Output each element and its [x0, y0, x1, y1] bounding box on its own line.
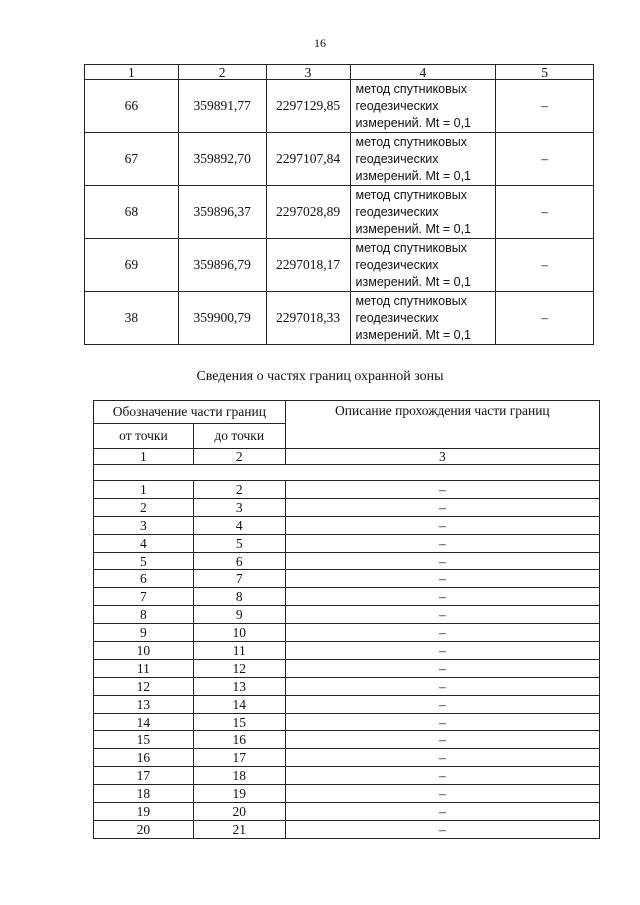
- from-point: 10: [94, 642, 194, 660]
- to-point: 18: [193, 767, 285, 785]
- to-point: 21: [193, 820, 285, 838]
- description-header: Описание прохождения части границ: [285, 401, 599, 449]
- method-line: метод спутниковых: [355, 187, 467, 202]
- from-point: 16: [94, 749, 194, 767]
- from-point: 14: [94, 713, 194, 731]
- to-point: 20: [193, 803, 285, 821]
- table-row: [94, 731, 600, 749]
- table-row: [94, 695, 600, 713]
- point-number: 69: [85, 239, 179, 292]
- method-line: измерений. Mt = 0,1: [355, 221, 472, 236]
- part-description: –: [285, 588, 599, 606]
- from-point: 12: [94, 677, 194, 695]
- to-point: 8: [193, 588, 285, 606]
- part-description: –: [285, 677, 599, 695]
- column-number-1: 1: [85, 65, 179, 80]
- to-point: 19: [193, 785, 285, 803]
- from-point: 9: [94, 624, 194, 642]
- point-number: 67: [85, 133, 179, 186]
- table-row: [94, 588, 600, 606]
- designation-header: Обозначение части границ: [94, 401, 286, 424]
- table-row: [85, 239, 594, 292]
- table-row: [85, 186, 594, 239]
- method-description: [350, 292, 496, 345]
- column-number-3: 3: [285, 449, 599, 465]
- from-point: 4: [94, 534, 194, 552]
- method-line: геодезических: [355, 310, 439, 325]
- method-line: измерений. Mt = 0,1: [355, 274, 472, 289]
- method-line: геодезических: [355, 151, 439, 166]
- empty-cell: [94, 465, 600, 481]
- point-number: 38: [85, 292, 179, 345]
- method-line: измерений. Mt = 0,1: [355, 168, 472, 183]
- from-point: 3: [94, 516, 194, 534]
- column-number-2: 2: [193, 449, 285, 465]
- from-point: 17: [94, 767, 194, 785]
- table-row: [94, 570, 600, 588]
- column-number-5: 5: [496, 65, 594, 80]
- table-row: [94, 713, 600, 731]
- method-description: [350, 133, 496, 186]
- empty-row: [94, 465, 600, 481]
- method-description: [350, 186, 496, 239]
- table-row: [94, 767, 600, 785]
- column-number-4: 4: [350, 65, 496, 80]
- to-point: 17: [193, 749, 285, 767]
- from-point: 8: [94, 606, 194, 624]
- method-description: [350, 80, 496, 133]
- part-description: –: [285, 803, 599, 821]
- method-line: геодезических: [355, 257, 439, 272]
- to-point: 5: [193, 534, 285, 552]
- from-point: 7: [94, 588, 194, 606]
- part-description: –: [285, 552, 599, 570]
- part-description: –: [285, 534, 599, 552]
- coordinates-table: [84, 64, 594, 345]
- part-description: –: [285, 749, 599, 767]
- part-description: –: [285, 785, 599, 803]
- to-point: 11: [193, 642, 285, 660]
- note-cell: –: [496, 186, 594, 239]
- from-point: 13: [94, 695, 194, 713]
- to-point: 9: [193, 606, 285, 624]
- table-row: [94, 820, 600, 838]
- part-description: –: [285, 516, 599, 534]
- table-row: [85, 80, 594, 133]
- coordinate-y: 2297018,33: [266, 292, 350, 345]
- parts-header-row: [94, 401, 600, 424]
- table-row: [94, 803, 600, 821]
- method-description: [350, 239, 496, 292]
- to-point: 3: [193, 498, 285, 516]
- column-number-1: 1: [94, 449, 194, 465]
- to-point: 4: [193, 516, 285, 534]
- to-point: 12: [193, 659, 285, 677]
- column-number-3: 3: [266, 65, 350, 80]
- from-point: 2: [94, 498, 194, 516]
- part-description: –: [285, 659, 599, 677]
- method-line: геодезических: [355, 98, 439, 113]
- from-point: 5: [94, 552, 194, 570]
- coordinate-x: 359896,37: [178, 186, 266, 239]
- method-line: метод спутниковых: [355, 134, 467, 149]
- from-point: 1: [94, 481, 194, 499]
- coordinate-x: 359891,77: [178, 80, 266, 133]
- to-point: 7: [193, 570, 285, 588]
- table-row: [94, 749, 600, 767]
- note-cell: –: [496, 80, 594, 133]
- table-row: [94, 606, 600, 624]
- coordinate-y: 2297107,84: [266, 133, 350, 186]
- table-row: [94, 534, 600, 552]
- table-row: [94, 498, 600, 516]
- method-line: метод спутниковых: [355, 81, 467, 96]
- from-point: 11: [94, 659, 194, 677]
- note-cell: –: [496, 133, 594, 186]
- table-row: [94, 516, 600, 534]
- part-description: –: [285, 731, 599, 749]
- to-point: 13: [193, 677, 285, 695]
- coordinate-y: 2297028,89: [266, 186, 350, 239]
- part-description: –: [285, 767, 599, 785]
- method-line: измерений. Mt = 0,1: [355, 327, 472, 342]
- point-number: 66: [85, 80, 179, 133]
- coordinate-x: 359892,70: [178, 133, 266, 186]
- to-point: 15: [193, 713, 285, 731]
- part-description: –: [285, 606, 599, 624]
- part-description: –: [285, 624, 599, 642]
- table-row: [94, 785, 600, 803]
- method-line: геодезических: [355, 204, 439, 219]
- to-point: 2: [193, 481, 285, 499]
- table-row: [94, 552, 600, 570]
- from-point: 20: [94, 820, 194, 838]
- parts-column-numbers-row: [94, 449, 600, 465]
- to-point: 16: [193, 731, 285, 749]
- to-point: 10: [193, 624, 285, 642]
- column-number-2: 2: [178, 65, 266, 80]
- from-point: 6: [94, 570, 194, 588]
- note-cell: –: [496, 239, 594, 292]
- from-point: 15: [94, 731, 194, 749]
- part-description: –: [285, 642, 599, 660]
- page-number: 16: [314, 36, 326, 50]
- boundary-parts-table: [93, 400, 600, 839]
- table-row: [94, 624, 600, 642]
- to-point-header: до точки: [193, 424, 285, 449]
- section-title: Сведения о частях границ охранной зоны: [196, 369, 444, 384]
- from-point: 18: [94, 785, 194, 803]
- method-line: метод спутниковых: [355, 240, 467, 255]
- part-description: –: [285, 695, 599, 713]
- part-description: –: [285, 498, 599, 516]
- table-row: [94, 659, 600, 677]
- method-line: метод спутниковых: [355, 293, 467, 308]
- coordinates-header-row: [85, 65, 594, 80]
- from-point: 19: [94, 803, 194, 821]
- part-description: –: [285, 713, 599, 731]
- to-point: 6: [193, 552, 285, 570]
- table-row: [85, 133, 594, 186]
- table-row: [94, 481, 600, 499]
- table-row: [94, 677, 600, 695]
- table-row: [85, 292, 594, 345]
- part-description: –: [285, 820, 599, 838]
- table-row: [94, 642, 600, 660]
- to-point: 14: [193, 695, 285, 713]
- method-line: измерений. Mt = 0,1: [355, 115, 472, 130]
- note-cell: –: [496, 292, 594, 345]
- coordinate-y: 2297018,17: [266, 239, 350, 292]
- coordinate-x: 359896,79: [178, 239, 266, 292]
- from-point-header: от точки: [94, 424, 194, 449]
- coordinate-x: 359900,79: [178, 292, 266, 345]
- point-number: 68: [85, 186, 179, 239]
- coordinate-y: 2297129,85: [266, 80, 350, 133]
- part-description: –: [285, 570, 599, 588]
- part-description: –: [285, 481, 599, 499]
